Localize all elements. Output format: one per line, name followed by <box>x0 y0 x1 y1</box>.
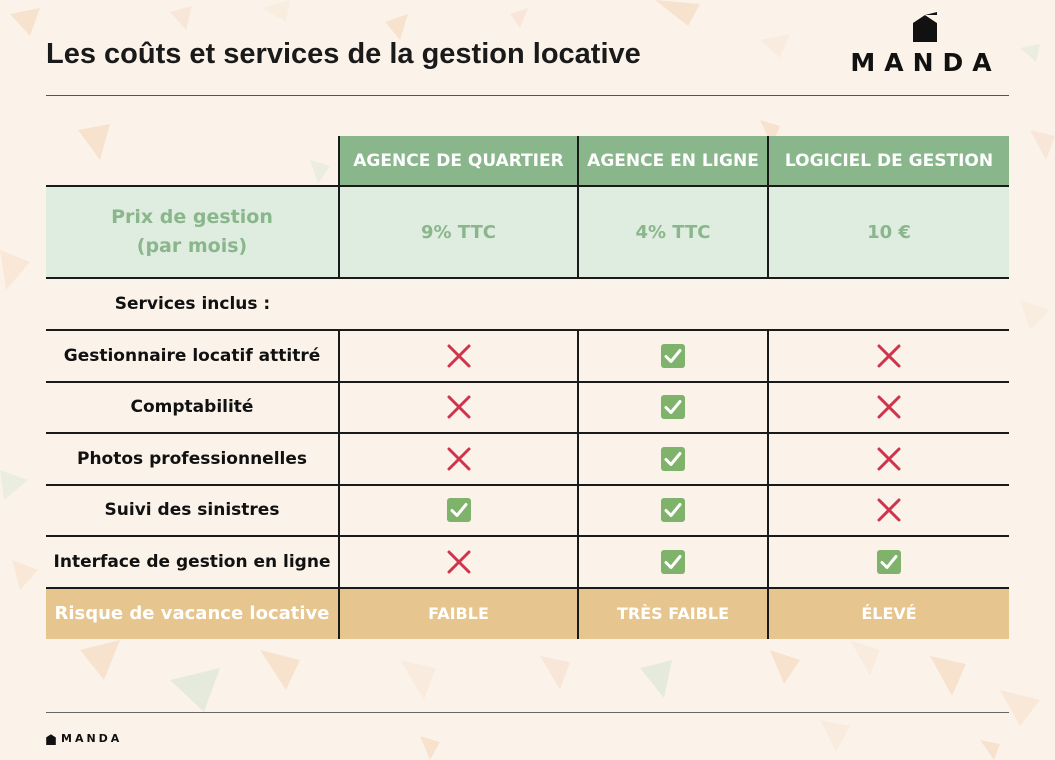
cross-icon <box>768 382 1009 434</box>
cross-icon <box>339 536 578 588</box>
footer-divider <box>46 712 1009 713</box>
header-empty-cell <box>46 136 339 186</box>
check-box-icon <box>578 433 768 485</box>
price-label-line2: (par mois) <box>136 235 248 257</box>
check-box-icon <box>578 382 768 434</box>
risk-value: FAIBLE <box>339 588 578 639</box>
price-label-line1: Prix de gestion <box>111 206 273 228</box>
risk-value: TRÈS FAIBLE <box>578 588 768 639</box>
cross-icon <box>768 330 1009 382</box>
check-box-icon <box>578 330 768 382</box>
house-logo-icon <box>913 12 937 42</box>
service-row <box>46 382 1009 434</box>
service-label: Suivi des sinistres <box>46 485 339 537</box>
check-box-icon <box>578 485 768 537</box>
check-box-icon <box>339 485 578 537</box>
column-header-agence-ligne: AGENCE EN LIGNE <box>578 136 768 186</box>
price-value: 10 € <box>768 186 1009 278</box>
service-label: Photos professionnelles <box>46 433 339 485</box>
check-box-icon <box>768 536 1009 588</box>
page-title: Les coûts et services de la gestion locative <box>46 38 641 70</box>
risk-value: ÉLEVÉ <box>768 588 1009 639</box>
column-header-logiciel: LOGICIEL DE GESTION <box>768 136 1009 186</box>
table-header-row <box>46 136 1009 186</box>
footer-logo <box>46 732 122 745</box>
service-row <box>46 433 1009 485</box>
services-heading-row <box>46 278 1009 330</box>
service-row <box>46 485 1009 537</box>
price-row <box>46 186 1009 278</box>
risk-row <box>46 588 1009 639</box>
comparison-table <box>46 136 1009 639</box>
service-row <box>46 536 1009 588</box>
cross-icon <box>339 433 578 485</box>
services-body <box>46 330 1009 588</box>
risk-label: Risque de vacance locative <box>46 588 339 639</box>
check-box-icon <box>578 536 768 588</box>
brand-name: MANDA <box>850 48 1001 77</box>
service-label: Interface de gestion en ligne <box>46 536 339 588</box>
footer-brand-name: MANDA <box>61 732 123 745</box>
cross-icon <box>339 330 578 382</box>
price-value: 9% TTC <box>339 186 578 278</box>
service-label: Gestionnaire locatif attitré <box>46 330 339 382</box>
cross-icon <box>768 485 1009 537</box>
services-heading: Services inclus : <box>114 294 271 314</box>
service-label: Comptabilité <box>46 382 339 434</box>
price-value: 4% TTC <box>578 186 768 278</box>
service-row <box>46 330 1009 382</box>
column-header-agence-quartier: AGENCE DE QUARTIER <box>339 136 578 186</box>
cross-icon <box>339 382 578 434</box>
brand-logo <box>840 12 1005 78</box>
cross-icon <box>768 433 1009 485</box>
price-label <box>46 186 339 278</box>
header-divider <box>46 95 1009 96</box>
house-logo-icon <box>46 733 56 745</box>
